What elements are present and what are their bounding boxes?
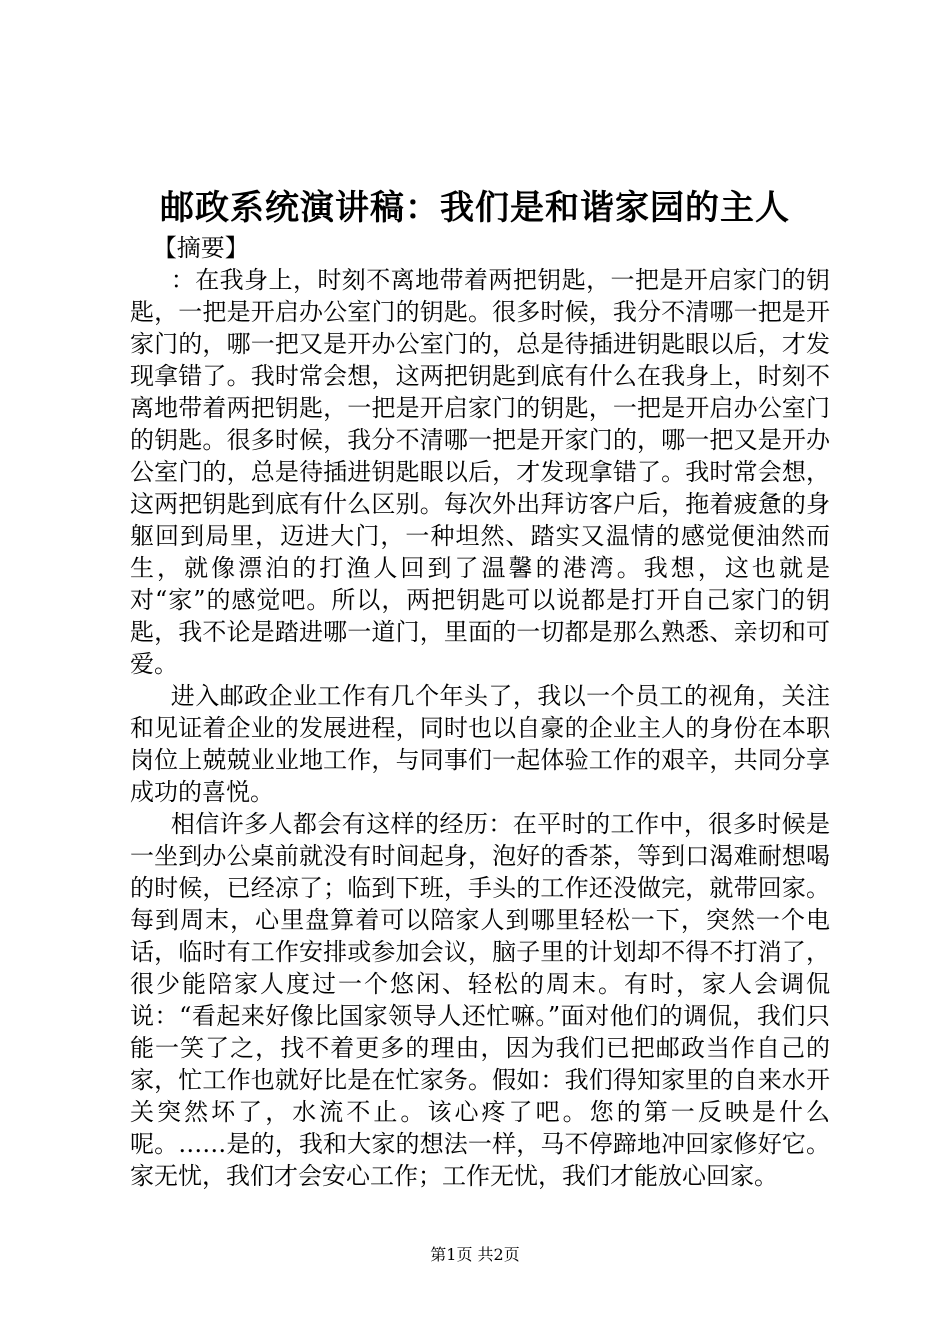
- page-footer: 第1页 共2页: [430, 1245, 520, 1264]
- paragraph-3: 相信许多人都会有这样的经历：在平时的工作中，很多时候是一坐到办公桌前就没有时间起身，泡好的香茶，等到口渴难耐想喝的时候，已经凉了；临到下班，手头的工作还没做完，就带回家。每到周末，心里盘算着可以陪家人到哪里轻松一下，突然一个电话，临时有工作安排或参加会议，脑子里的计划却不得不打消了，很少能陪家人度过一个悠闲、轻松的周末。有时，家人会调侃说：“看起来好像比国家领导人还忙嘛。”面对他们的调侃，我们只能一笑了之，找不着更多的理由，因为我们已把邮政当作自己的家，忙工作也就好比是在忙家务。假如：我们得知家里的自来水开关突然坏了，水流不止。该心疼了吧。您的第一反映是什么呢。……是的，我和大家的想法一样，马不停蹄地冲回家修好它。家无忧，我们才会安心工作；工作无忧，我们才能放心回家。: [130, 810, 830, 1190]
- document-title: 邮政系统演讲稿：我们是和谐家园的主人: [160, 188, 790, 228]
- abstract-label: 【摘要】: [152, 234, 249, 262]
- paragraph-1: ：在我身上，时刻不离地带着两把钥匙，一把是开启家门的钥匙，一把是开启办公室门的钥匙。很多时候，我分不清哪一把是开家门的，哪一把又是开办公室门的，总是待插进钥匙眼以后，才发现拿错了。我时常会想，这两把钥匙到底有什么在我身上，时刻不离地带着两把钥匙，一把是开启家门的钥匙，一把是开启办公室门的钥匙。很多时候，我分不清哪一把是开家门的，哪一把又是开办公室门的，总是待插进钥匙眼以后，才发现拿错了。我时常会想，这两把钥匙到底有什么区别。每次外出拜访客户后，拖着疲惫的身躯回到局里，迈进大门，一种坦然、踏实又温情的感觉便油然而生，就像漂泊的打渔人回到了温馨的港湾。我想，这也就是对“家”的感觉吧。所以，两把钥匙可以说都是打开自己家门的钥匙，我不论是踏进哪一道门，里面的一切都是那么熟悉、亲切和可爱。: [130, 266, 830, 678]
- document-body: [130, 232, 830, 1192]
- paragraph-2: 进入邮政企业工作有几个年头了，我以一个员工的视角，关注和见证着企业的发展进程，同时也以自豪的企业主人的身份在本职岗位上兢兢业业地工作，与同事们一起体验工作的艰辛，共同分享成功的喜悦。: [130, 682, 830, 806]
